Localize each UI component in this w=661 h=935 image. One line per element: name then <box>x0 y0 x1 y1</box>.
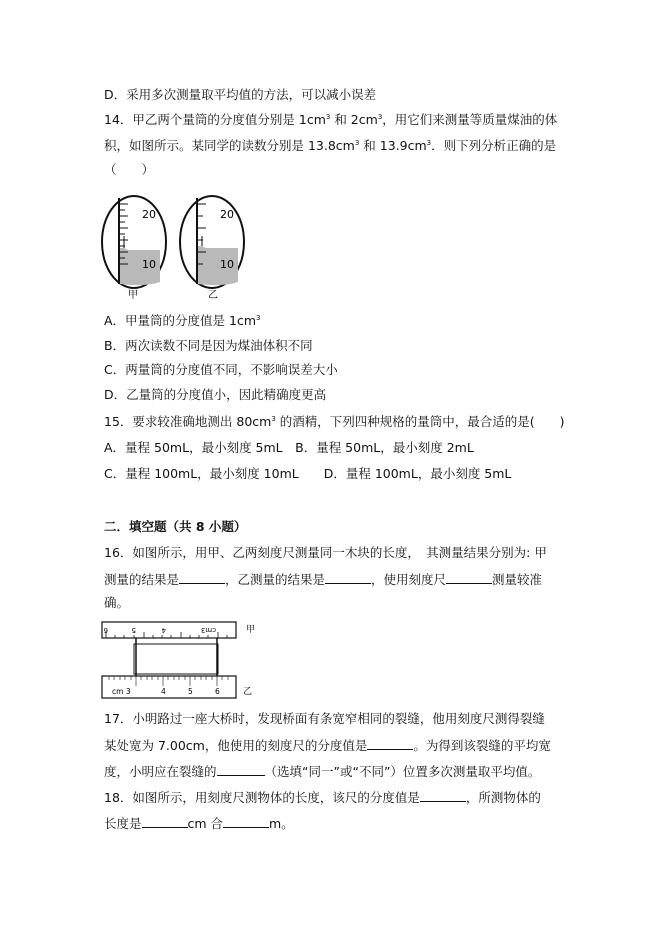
cylinder-a <box>102 196 166 301</box>
q14-option-c: C．两量筒的分度值不同，不影响误差大小 <box>104 362 338 377</box>
q18-stem-line2 <box>104 814 294 833</box>
q18-stem-line1 <box>104 788 541 807</box>
q16-stem-line2 <box>104 570 542 589</box>
q14-text: 积，如图所示。某同学的读数分别是 13.8cm <box>104 138 355 153</box>
q14-text: ．则下列分析正确的是 <box>431 138 557 153</box>
cylinder-b-bottom-label: 10 <box>220 258 234 271</box>
q18-text: 18．如图所示，用刻度尺测物体的长度，该尺的分度值是 <box>104 790 420 805</box>
q18-text: ，所测物体的 <box>465 790 541 805</box>
cylinder-a-top-label: 20 <box>142 208 156 221</box>
q14-text: 14．甲乙两个量筒的分度值分别是 1cm <box>104 112 326 127</box>
q18-text: 长度是 <box>104 816 142 831</box>
q17-text: 。为得到该裂缝的平均宽 <box>413 738 551 753</box>
ruler-top-label: 6 <box>103 626 108 634</box>
q14-option-b: B．两次读数不同是因为煤油体积不同 <box>104 338 313 353</box>
q14-text: ，用它们来测量等质量煤油的体 <box>382 112 558 127</box>
ruler-bottom-label: 6 <box>215 687 220 696</box>
superscript: 3 <box>354 138 360 147</box>
q16-text: 测量较准 <box>492 572 543 587</box>
answer-blank[interactable] <box>217 762 265 776</box>
q17-stem-line1: 17．小明路过一座大桥时，发现桥面有条宽窄相同的裂缝，他用刻度尺测得裂缝 <box>104 711 545 726</box>
q14-answer-paren: （ ） <box>104 162 155 177</box>
answer-blank[interactable] <box>420 788 466 802</box>
q14-option-d: D．乙量筒的分度值小，因此精确度更高 <box>104 387 327 402</box>
wood-block <box>134 644 218 674</box>
q16-rulers-figure <box>100 620 265 702</box>
cylinder-b-top-label: 20 <box>220 208 234 221</box>
superscript: 3 <box>325 112 331 121</box>
ruler-bottom-label: 5 <box>188 687 193 696</box>
superscript: 3 <box>426 138 432 147</box>
cylinder-a-caption: 甲 <box>128 290 138 301</box>
answer-blank[interactable] <box>223 814 269 828</box>
ruler-top-label: 5 <box>131 626 136 634</box>
ruler-top-label: cm3 <box>200 626 216 634</box>
q15-stem <box>104 413 565 431</box>
ruler-top <box>102 622 255 638</box>
q16-text: 测量的结果是 <box>104 572 180 587</box>
answer-blank[interactable] <box>325 570 371 584</box>
superscript: 3 <box>271 414 276 423</box>
q18-text: m。 <box>269 816 294 831</box>
section-title: 二．填空题（共 8 小题） <box>104 519 247 534</box>
q14-stem-line2 <box>104 137 556 155</box>
q14-text: 和 13.9cm <box>359 138 427 153</box>
q16-stem-line3: 确。 <box>104 595 130 610</box>
q15-text: 的酒精，下列四种规格的量筒中，最合适的是( ) <box>275 414 565 429</box>
q15-options-row2: C．量程 100mL，最小刻度 10mL D．量程 100mL，最小刻度 5mL <box>104 466 512 481</box>
ruler-top-tag: 甲 <box>246 625 256 635</box>
q15-options-row1: A．量程 50mL，最小刻度 5mL B．量程 50mL，最小刻度 2mL <box>104 440 474 455</box>
q14-cylinders-figure <box>100 190 250 302</box>
superscript: 3 <box>256 313 261 322</box>
q13-option-d: D．采用多次测量取平均值的方法，可以减小误差 <box>104 87 377 102</box>
answer-blank[interactable] <box>446 570 492 584</box>
q18-text: cm 合 <box>187 816 224 831</box>
q17-text: （选填“同一”或“不同”）位置多次测量取平均值。 <box>264 764 541 779</box>
answer-blank[interactable] <box>367 736 413 750</box>
ruler-bottom-tag: 乙 <box>243 687 253 697</box>
answer-blank[interactable] <box>179 570 225 584</box>
q14-stem-line1 <box>104 111 557 129</box>
cylinder-b <box>180 196 244 301</box>
q17-stem-line2 <box>104 736 551 755</box>
option-text: A．甲量筒的分度值是 1cm <box>104 313 257 328</box>
cylinder-a-bottom-label: 10 <box>142 258 156 271</box>
superscript: 3 <box>377 112 383 121</box>
q14-option-a <box>104 312 261 330</box>
q16-text: ，乙测量的结果是 <box>225 572 326 587</box>
q17-text: 某处宽为 7.00cm，他使用的刻度尺的分度值是 <box>104 738 368 753</box>
q16-stem-line1: 16．如图所示，用甲、乙两刻度尺测量同一木块的长度， 其测量结果分别为: 甲 <box>104 545 547 560</box>
ruler-bottom-label: cm 3 <box>112 687 131 696</box>
q15-text: 15．要求较准确地测出 80cm <box>104 414 272 429</box>
q14-text: 和 2cm <box>330 112 378 127</box>
ruler-bottom-label: 4 <box>161 687 166 696</box>
ruler-bottom <box>102 676 252 698</box>
q16-text: ，使用刻度尺 <box>371 572 447 587</box>
q17-text: 度，小明应在裂缝的 <box>104 764 217 779</box>
q17-stem-line3 <box>104 762 540 781</box>
ruler-top-label: 4 <box>161 626 166 634</box>
answer-blank[interactable] <box>142 814 188 828</box>
cylinder-b-caption: 乙 <box>208 290 218 301</box>
